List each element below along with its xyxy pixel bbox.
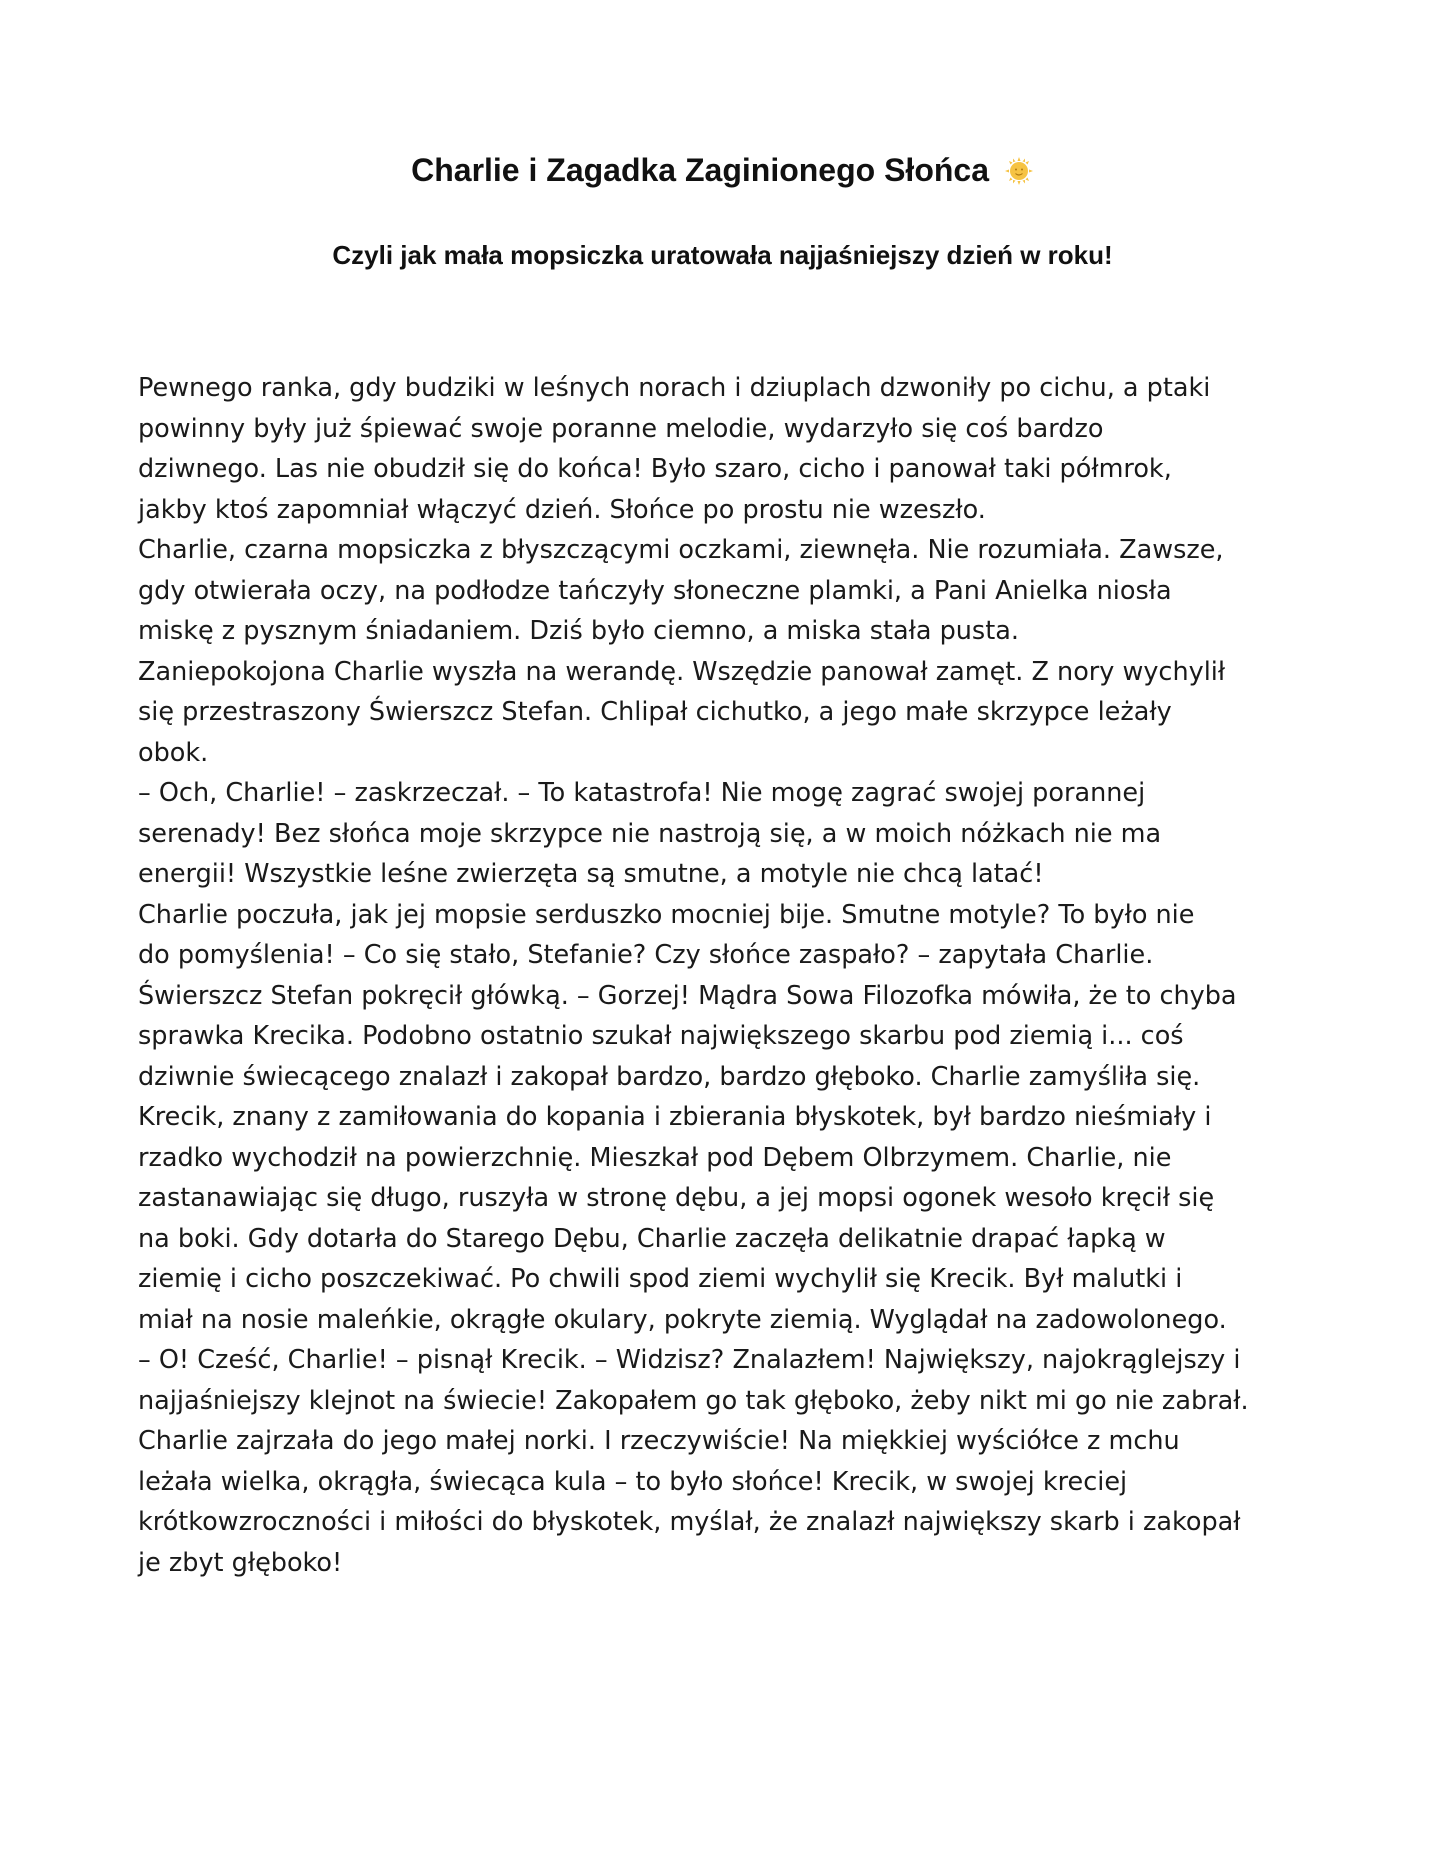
story-line: zastanawiając się długo, ruszyła w stronę dębu, a jej mopsi ogonek wesoło kręcił się — [138, 1183, 1215, 1213]
story-line: Pewnego ranka, gdy budziki w leśnych norach i dziuplach dzwoniły po cichu, a ptaki — [138, 373, 1211, 403]
story-line: Charlie poczuła, jak jej mopsie serduszko mocniej bije. Smutne motyle? To było nie — [138, 899, 1195, 930]
story-line: Charlie zajrzała do jego małej norki. I rzeczywiście! Na miękkiej wyściółce z mchu — [138, 1426, 1180, 1456]
story-line: miał na nosie maleńkie, okrągłe okulary, pokryte ziemią. Wyglądał na zadowolonego. — [138, 1304, 1227, 1335]
story-line: Świerszcz Stefan pokręcił główką. – Gorzej! Mądra Sowa Filozofka mówiła, że to chyba — [138, 980, 1237, 1011]
story-line: je zbyt głęboko! — [138, 1547, 343, 1578]
story-line: rzadko wychodził na powierzchnię. Mieszkał pod Dębem Olbrzymem. Charlie, nie — [138, 1142, 1172, 1173]
story-body — [138, 368, 1338, 1583]
story-line: krótkowzroczności i miłości do błyskotek, myślał, że znalazł największy skarb i zakopał — [138, 1507, 1241, 1537]
story-line: Charlie, czarna mopsiczka z błyszczącymi oczkami, ziewnęła. Nie rozumiała. Zawsze, — [138, 535, 1224, 565]
story-line: dziwnego. Las nie obudził się do końca! Było szaro, cicho i panował taki półmrok, — [138, 454, 1172, 484]
story-line: do pomyślenia! – Co się stało, Stefanie? Czy słońce zaspało? – zapytała Charlie. — [138, 940, 1154, 970]
story-line: się przestraszony Świerszcz Stefan. Chlipał cichutko, a jego małe skrzypce leżały — [138, 697, 1172, 727]
story-line: najjaśniejszy klejnot na świecie! Zakopałem go tak głęboko, żeby nikt mi go nie zabrał. — [138, 1385, 1249, 1416]
page-subtitle: Czyli jak mała mopsiczka uratowała najjaśniejszy dzień w roku! — [332, 240, 1113, 270]
story-line: dziwnie świecącego znalazł i zakopał bardzo, bardzo głęboko. Charlie zamyśliła się. — [138, 1061, 1201, 1092]
story-line: gdy otwierała oczy, na podłodze tańczyły słoneczne plamki, a Pani Anielka niosła — [138, 575, 1172, 606]
story-line: ziemię i cicho poszczekiwać. Po chwili spod ziemi wychylił się Krecik. Był malutki i — [138, 1264, 1183, 1294]
story-line: Krecik, znany z zamiłowania do kopania i zbierania błyskotek, był bardzo nieśmiały i — [138, 1102, 1212, 1132]
story-line: energii! Wszystkie leśne zwierzęta są smutne, a motyle nie chcą latać! — [138, 859, 1044, 889]
story-line: serenady! Bez słońca moje skrzypce nie nastroją się, a w moich nóżkach nie ma — [138, 818, 1162, 849]
sun-with-face-icon — [1004, 156, 1034, 186]
story-line: sprawka Krecika. Podobno ostatnio szukał największego skarbu pod ziemią i... coś — [138, 1021, 1184, 1051]
story-line: miskę z pysznym śniadaniem. Dziś było ciemno, a miska stała pusta. — [138, 616, 1019, 646]
story-line: Zaniepokojona Charlie wyszła na werandę. Wszędzie panował zamęt. Z nory wychylił — [138, 656, 1226, 687]
story-line: powinny były już śpiewać swoje poranne melodie, wydarzyło się coś bardzo — [138, 413, 1104, 444]
story-line: – Och, Charlie! – zaskrzeczał. – To katastrofa! Nie mogę zagrać swojej porannej — [138, 778, 1146, 808]
story-line: obok. — [138, 737, 209, 768]
page-title — [0, 150, 1445, 190]
story-line: – O! Cześć, Charlie! – pisnął Krecik. – Widzisz? Znalazłem! Największy, najokrąglejszy i — [138, 1345, 1241, 1375]
story-line: na boki. Gdy dotarła do Starego Dębu, Charlie zaczęła delikatnie drapać łapką w — [138, 1223, 1166, 1254]
title-text: Charlie i Zagadka Zaginionego Słońca — [411, 152, 989, 188]
story-line: leżała wielka, okrągła, świecąca kula – to było słońce! Krecik, w swojej kreciej — [138, 1466, 1128, 1497]
story-line: jakby ktoś zapomniał włączyć dzień. Słońce po prostu nie wzeszło. — [138, 494, 986, 525]
